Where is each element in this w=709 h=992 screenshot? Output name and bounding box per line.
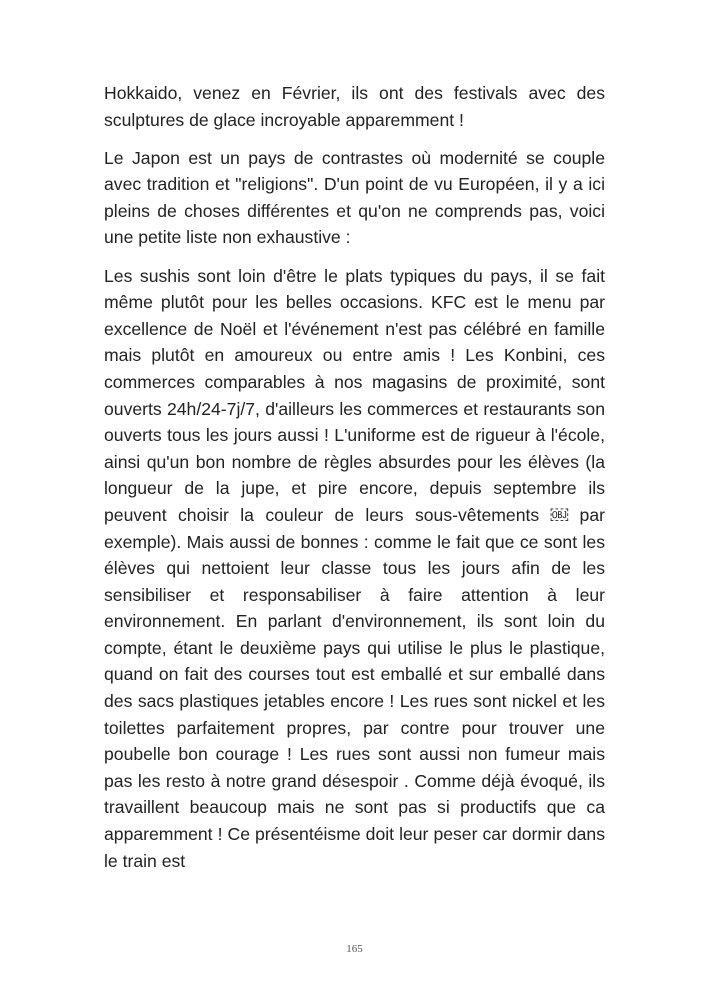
- body-text: [104, 80, 605, 886]
- page-number: 165: [346, 943, 363, 955]
- paragraph-japon-contrastes: Le Japon est un pays de contrastes où modernité se couple avec tradition et "religions". D'un point de vu Européen, il y a ici pleins de choses différentes et qu'on ne comprends pas, voici une petite liste non exhaustive :: [104, 147, 605, 248]
- paragraph-hokkaido: Hokkaido, venez en Février, ils ont des festivals avec des sculptures de glace incroyable apparemment !: [104, 83, 605, 130]
- paragraph-liste-differences: Les sushis sont loin d'être le plats typiques du pays, il se fait même plutôt pour les belles occasions. KFC est le menu par excellence de Noël et l'événement n'est pas célébré en famille mais plutôt en amoureux ou entre amis ! Les Konbini, ces commerces comparables à nos magasins de proximité, sont ouverts 24h/24-7j/7, d'ailleurs les commerces et restaurants son ouverts tous les jours aussi ! L'uniforme est de rigueur à l'école, ainsi qu'un bon nombre de règles absurdes pour les élèves (la longueur de la jupe, et pire encore, depuis septembre ils peuvent choisir la couleur de leurs sous-vêtements ￼ par exemple). Mais aussi de bonnes : comme le fait que ce sont les élèves qui nettoient leur classe tous les jours afin de les sensibiliser et responsabiliser à faire attention à leur environnement. En parlant d'environnement, ils sont loin du compte, étant le deuxième pays qui utilise le plus le plastique, quand on fait des courses tout est emballé et sur emballé dans des sacs plastiques jetables encore ! Les rues sont nickel et les toilettes parfaitement propres, par contre pour trouver une poubelle bon courage ! Les rues sont aussi non fumeur mais pas les resto à notre grand désespoir . Comme déjà évoqué, ils travaillent beaucoup mais ne sont pas si productifs que ca apparemment ! Ce présentéisme doit leur peser car dormir dans le train est: [104, 265, 605, 871]
